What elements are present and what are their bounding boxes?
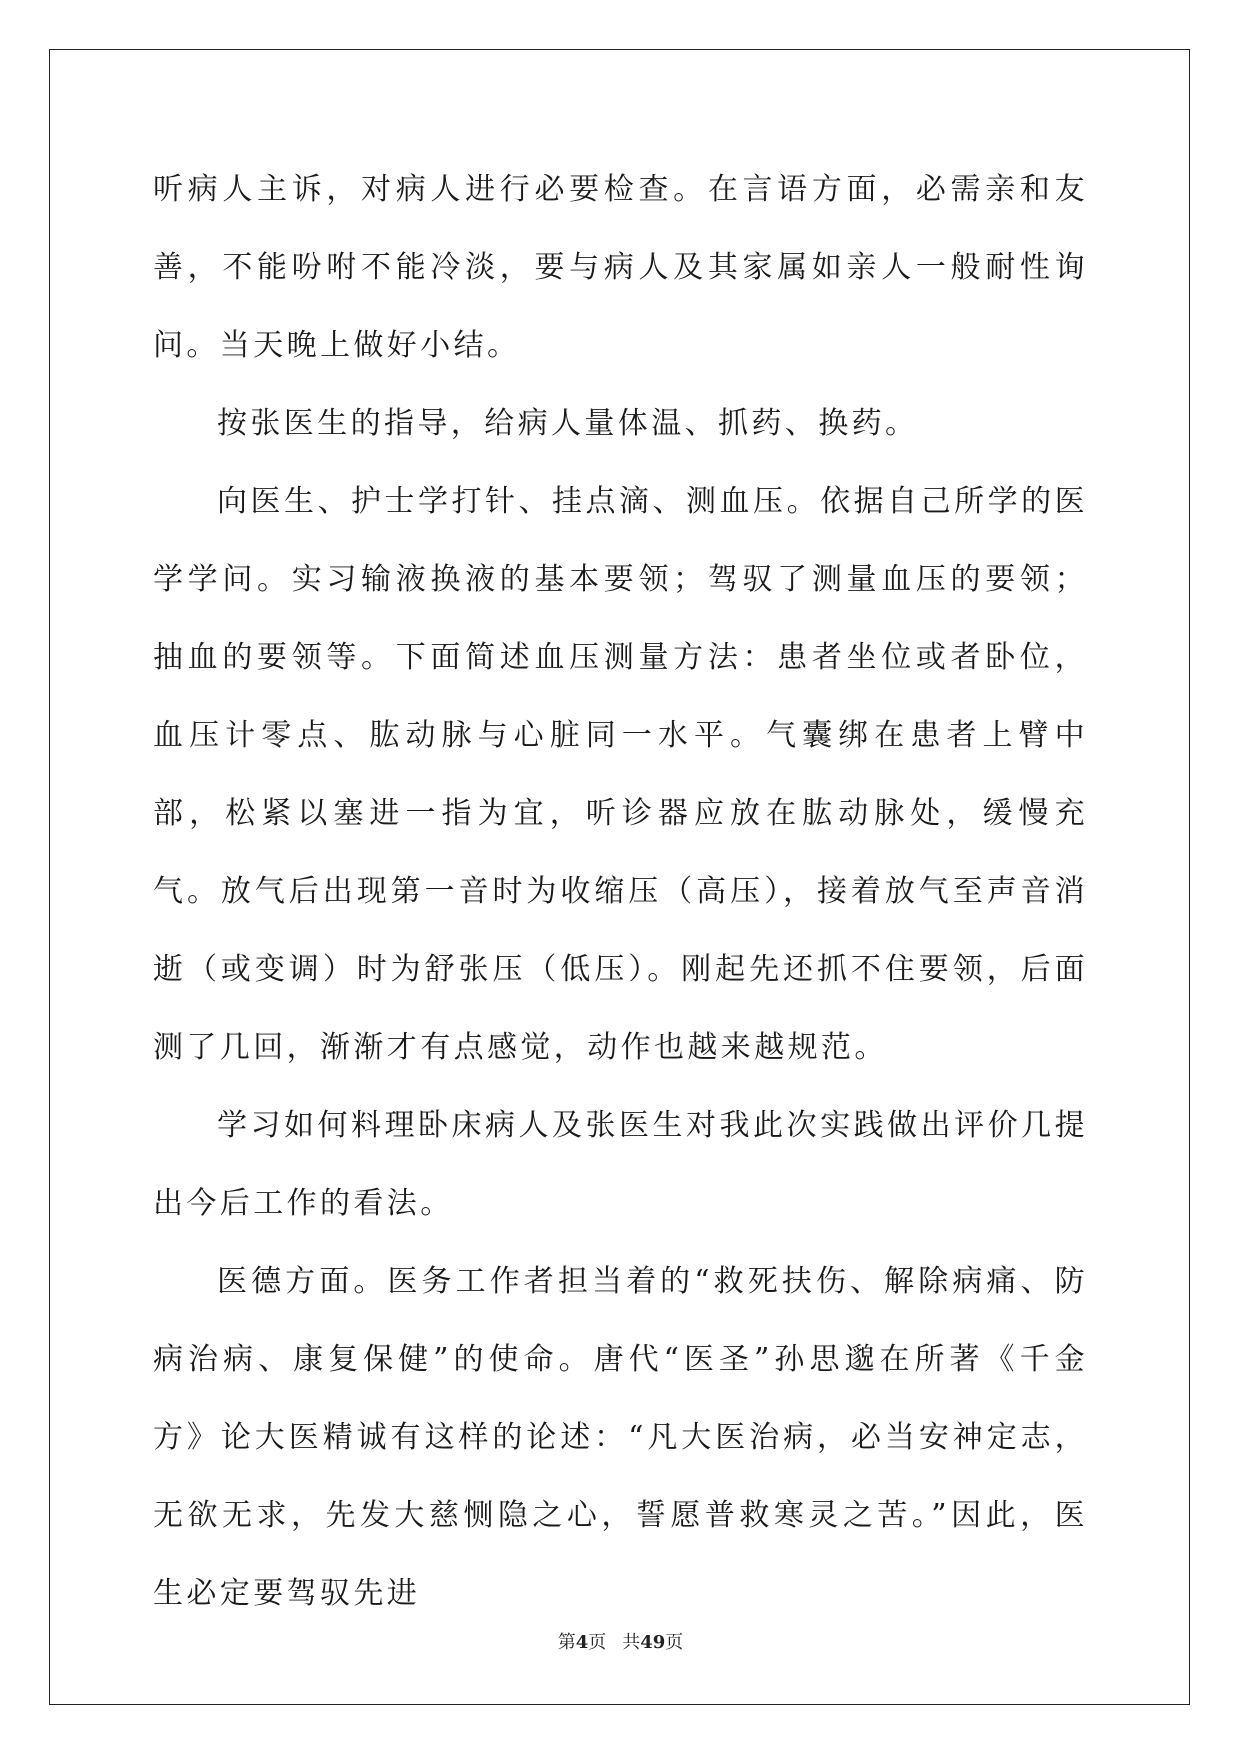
page-suffix: 页 [588, 1632, 607, 1653]
page-prefix: 第 [557, 1632, 576, 1653]
page-number: 4 [575, 1632, 589, 1653]
total-pages: 49 [640, 1632, 666, 1653]
page-footer [0, 1628, 1241, 1654]
total-suffix: 页 [665, 1632, 684, 1653]
paragraph: 医德方面。医务工作者担当着的“救死扶伤、解除病痛、防病治病、康复保健”的使命。唐代“医圣”孙思邈在所著《千金方》论大医精诚有这样的论述：“凡大医治病，必当安神定志，无欲无求，先发大慈恻隐之心，誓愿普救寒灵之苦。”因此，医生必定要驾驭先进 [153, 1264, 1088, 1611]
paragraph: 向医生、护士学打针、挂点滴、测血压。依据自己所学的医学学问。实习输液换液的基本要领；驾驭了测量血压的要领；抽血的要领等。下面简述血压测量方法：患者坐位或者卧位，血压计零点、肱动脉与心脏同一水平。气囊绑在患者上臂中部，松紧以塞进一指为宜，听诊器应放在肱动脉处，缓慢充气。放气后出现第一音时为收缩压（高压），接着放气至声音消逝（或变调）时为舒张压（低压）。刚起先还抓不住要领，后面测了几回，渐渐才有点感觉，动作也越来越规范。 [153, 484, 1088, 1065]
document-body [153, 151, 1088, 1633]
paragraph: 听病人主诉，对病人进行必要检查。在言语方面，必需亲和友善，不能吩咐不能冷淡，要与病人及其家属如亲人一般耐性询问。当天晚上做好小结。 [153, 172, 1088, 363]
paragraph: 按张医生的指导，给病人量体温、抓药、换药。 [217, 406, 919, 441]
paragraph: 学习如何料理卧床病人及张医生对我此次实践做出评价几提出今后工作的看法。 [153, 1108, 1088, 1221]
total-prefix: 共 [622, 1632, 641, 1653]
